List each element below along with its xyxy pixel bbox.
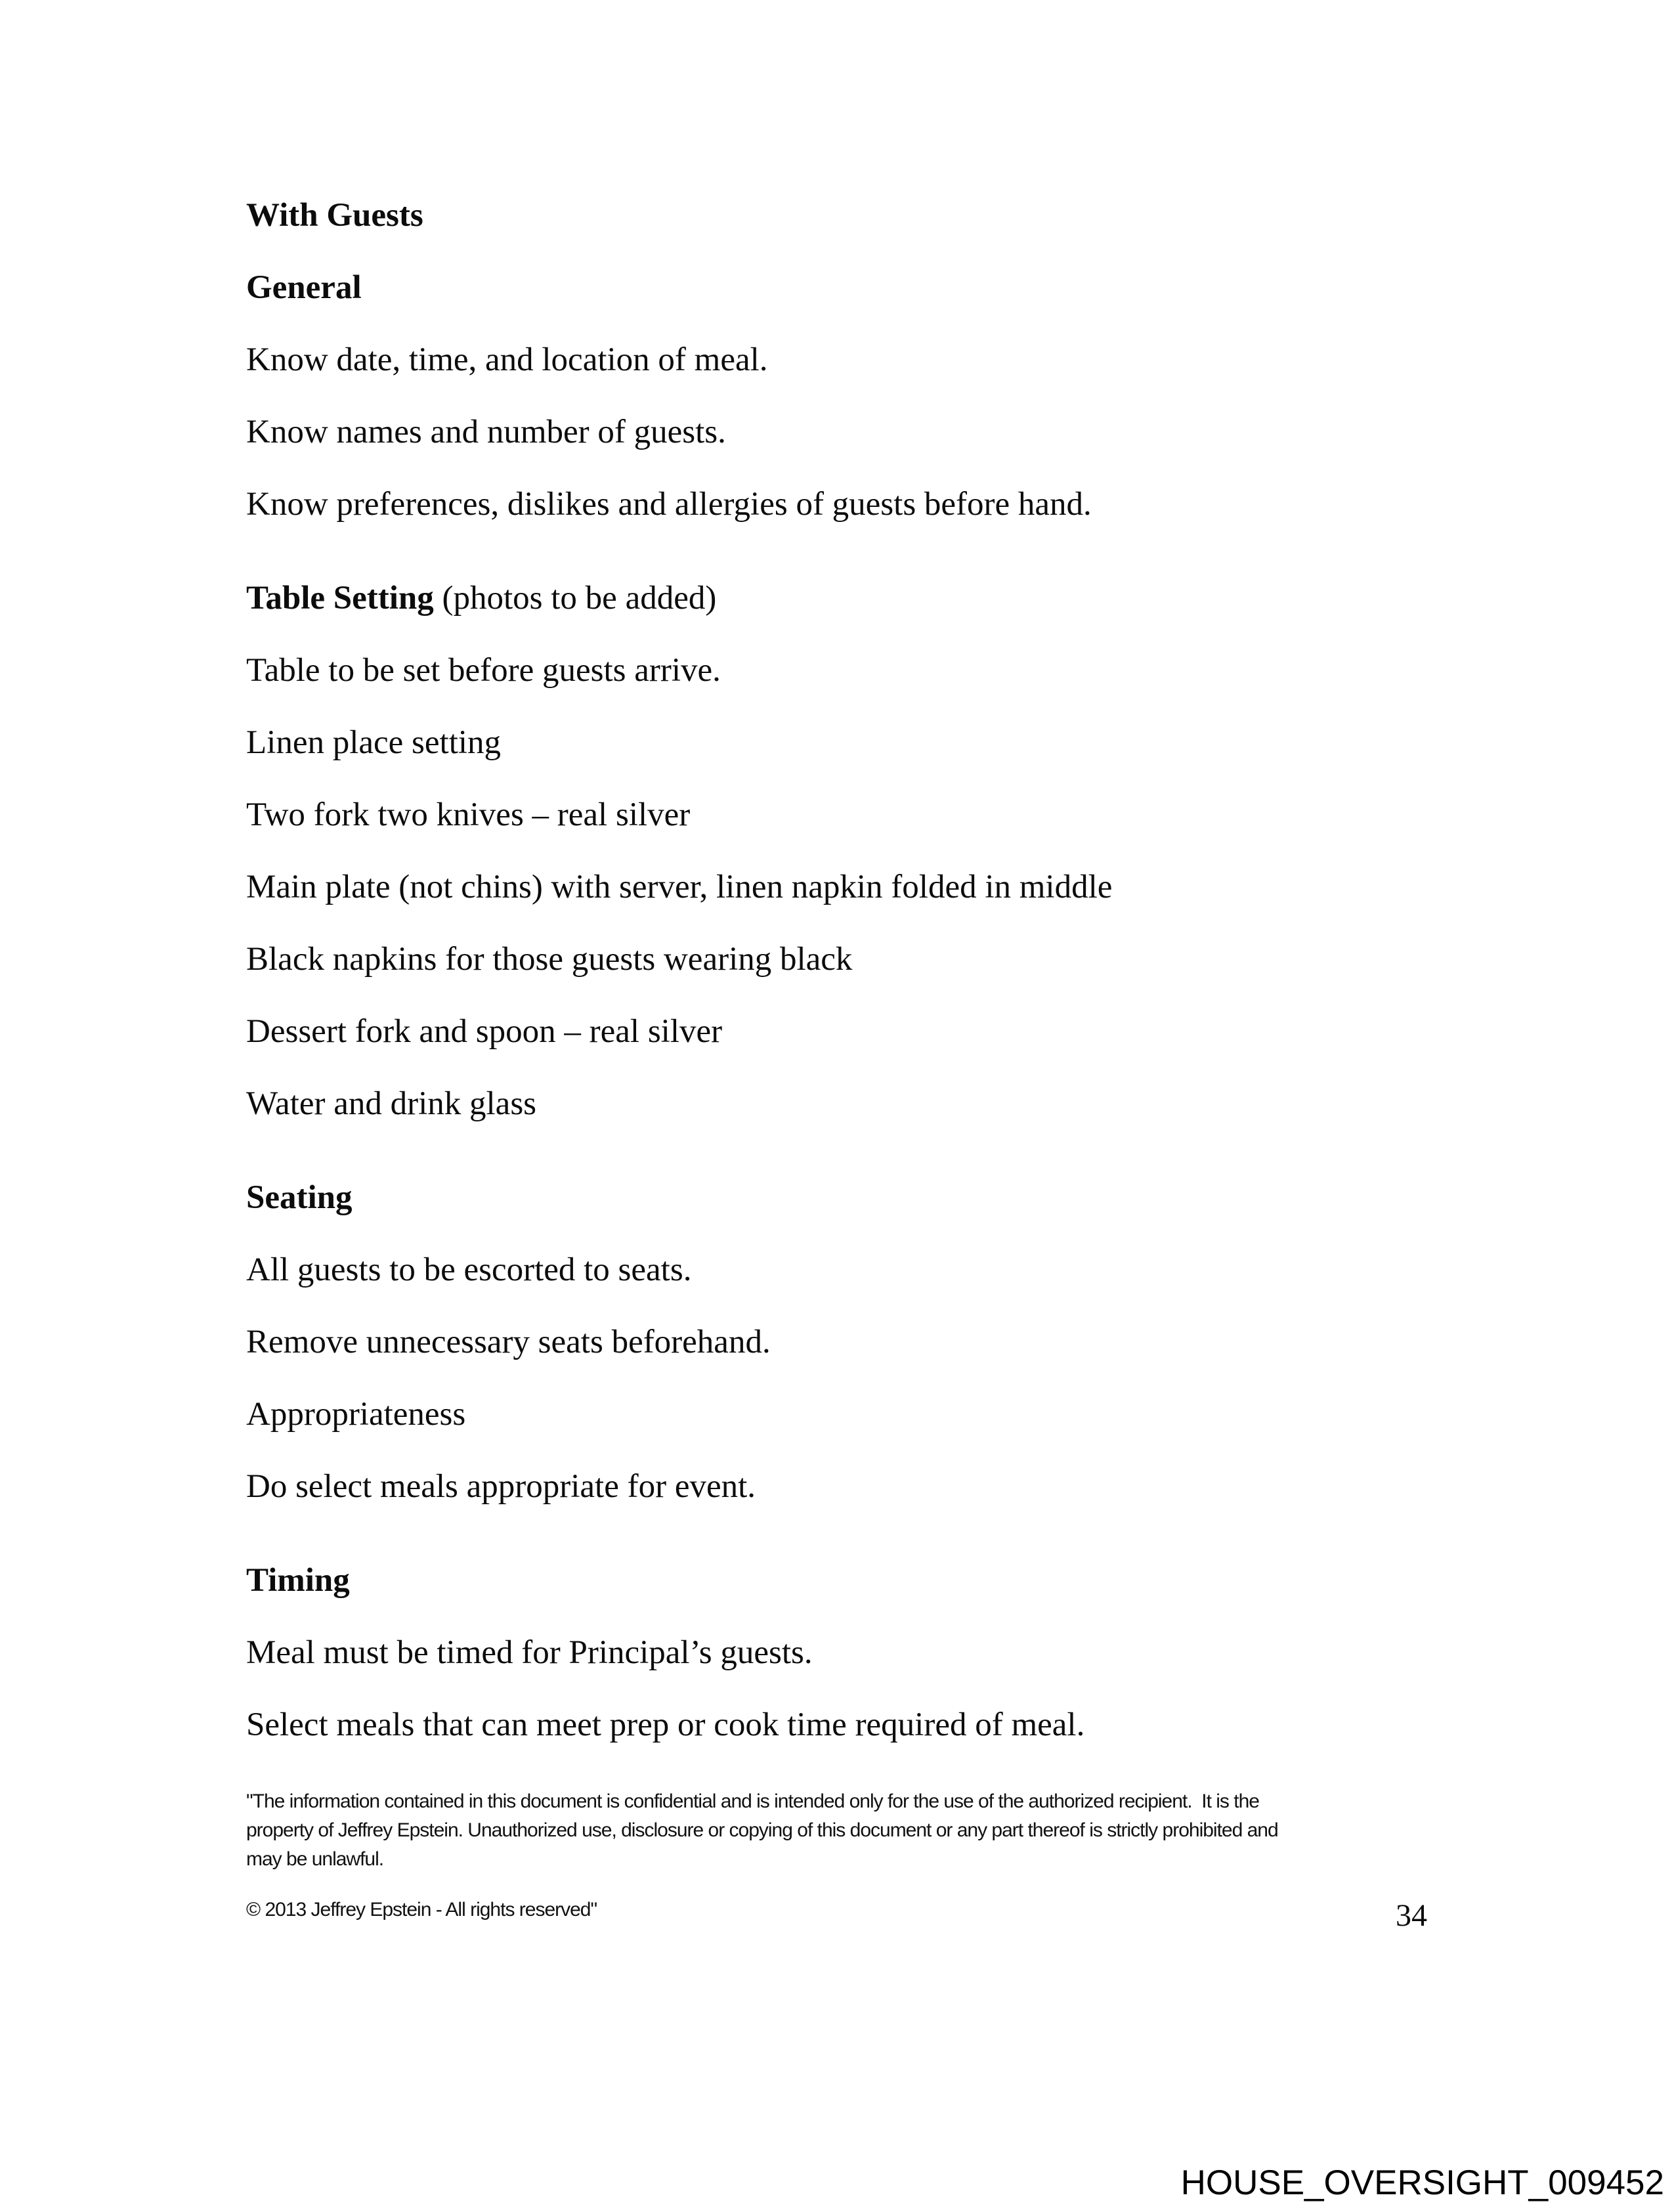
paragraph: Linen place setting — [246, 724, 502, 761]
paragraph: Main plate (not chins) with server, linen napkin folded in middle — [246, 869, 1113, 905]
section-heading-timing: Timing — [246, 1562, 350, 1599]
section-heading-general: General — [246, 269, 362, 306]
paragraph: Know names and number of guests. — [246, 414, 726, 450]
paragraph: Appropriateness — [246, 1396, 466, 1433]
paragraph: Select meals that can meet prep or cook time required of meal. — [246, 1706, 1085, 1743]
paragraph: Black napkins for those guests wearing black — [246, 941, 853, 978]
paragraph: All guests to be escorted to seats. — [246, 1251, 692, 1288]
document-body — [246, 198, 1559, 1924]
paragraph: Water and drink glass — [246, 1085, 537, 1122]
paragraph: Two fork two knives – real silver — [246, 796, 691, 833]
paragraph: Meal must be timed for Principal’s guests. — [246, 1634, 813, 1671]
section-heading-with-guests: With Guests — [246, 197, 423, 234]
section-heading-note: (photos to be added) — [433, 580, 717, 617]
footer-disclaimer — [246, 1787, 1559, 1874]
page-number: 34 — [1396, 1898, 1427, 1933]
paragraph: Do select meals appropriate for event. — [246, 1468, 756, 1505]
footer-disclaimer-line: may be unlawful. — [246, 1848, 384, 1870]
paragraph: Remove unnecessary seats beforehand. — [246, 1324, 771, 1360]
paragraph: Table to be set before guests arrive. — [246, 652, 721, 689]
section-heading-seating: Seating — [246, 1179, 353, 1216]
section-heading-bold-text: Table Setting — [246, 580, 434, 617]
paragraph: Know date, time, and location of meal. — [246, 341, 768, 378]
paragraph: Dessert fork and spoon – real silver — [246, 1013, 723, 1050]
section-heading-table-setting — [246, 580, 1559, 617]
bates-stamp-number: HOUSE_OVERSIGHT_009452 — [1180, 2163, 1664, 2202]
footer-disclaimer-line: "The information contained in this document is confidential and is intended only for the use of the authorized recipient. It is the — [246, 1790, 1259, 1812]
paragraph: Know preferences, dislikes and allergies of guests before hand. — [246, 486, 1092, 523]
footer-disclaimer-line: property of Jeffrey Epstein. Unauthorized use, disclosure or copying of this document or any part thereof is strictly prohibited and — [246, 1819, 1278, 1841]
footer-copyright: © 2013 Jeffrey Epstein - All rights reserved" — [246, 1899, 597, 1920]
